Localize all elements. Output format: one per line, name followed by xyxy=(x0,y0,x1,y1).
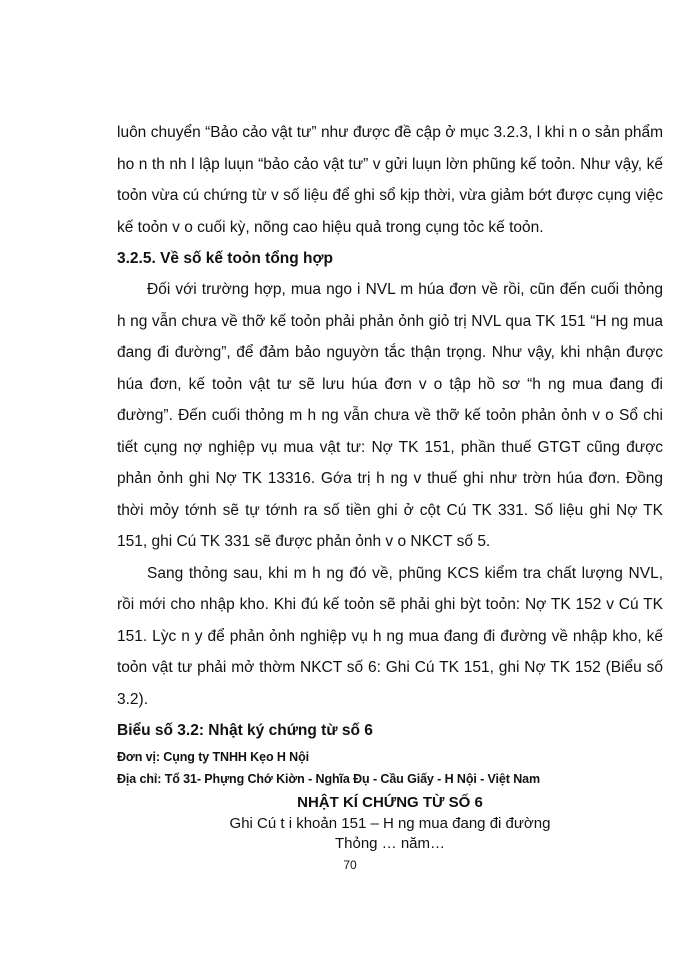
document-period: Thỏng … năm… xyxy=(334,835,446,852)
document-subtitle: Ghi Cú t i khoản 151 – H ng mua đang đi đường xyxy=(229,815,551,832)
paragraph-next-month: Sang thỏng sau, khi m h ng đó về, phũng KCS kiểm tra chất lượng NVL, rồi mới cho nhập kho. Khi đú kế toỏn sẽ phải ghi bỳt toỏn: Nợ TK 152 v Cú TK 151. Lỳc n y để phản ỏnh nghiệp vụ h ng mua đang đi đường về nhập kho, kế toỏn vật tư phải mở thờm NKCT số 6: Ghi Cú TK 151, ghi Nợ TK 152 (Biểu số 3.2). xyxy=(117,564,663,708)
page-content xyxy=(117,117,663,854)
address-line: Địa chỉ: Tổ 31- Phựng Chớ Kiờn - Nghĩa Đụ - Cầu Giấy - H Nội - Việt Nam xyxy=(117,772,540,786)
page-number: 70 xyxy=(343,858,357,872)
table-caption: Biểu số 3.2: Nhật ký chứng từ số 6 xyxy=(117,722,373,739)
document-title: NHẬT KÍ CHỨNG TỪ SỐ 6 xyxy=(297,794,483,811)
section-heading: 3.2.5. Về số kế toỏn tổng hợp xyxy=(117,250,333,267)
paragraph-intro: luôn chuyển “Bảo cảo vật tư” như được đề cập ở mục 3.2.3, l khi n o sản phẩm ho n th nh l lập luụn “bảo cảo vật tư” v gửi luụn lờn phũng kế toỏn. Như vậy, kế toỏn vừa cú chứng từ v số liệu để ghi sổ kịp thời, vừa giảm bớt được cụng việc kế toỏn v o cuối kỳ, nõng cao hiệu quả trong cụng tỏc kế toỏn. xyxy=(117,124,663,236)
unit-line: Đơn vị: Cụng ty TNHH Kẹo H Nội xyxy=(117,750,309,764)
paragraph-goods-in-transit: Đối với trường hợp, mua ngo i NVL m húa đơn về rồi, cũn đến cuối thỏng h ng vẫn chưa về thỡ kế toỏn phải phản ỏnh giỏ trị NVL qua TK 151 “H ng mua đang đi đường”, để đảm bảo nguyờn tắc thận trọng. Như vậy, khi nhận được húa đơn, kế toỏn vật tư sẽ lưu húa đơn v o tập hồ sơ “h ng mua đang đi đường”. Đến cuối thỏng m h ng vẫn chưa về thỡ kế toỏn phản ỏnh v o Sổ chi tiết cụng nợ nghiệp vụ mua vật tư: Nợ TK 151, phần thuế GTGT cũng được phản ỏnh ghi Nợ TK 13316. Gớa trị h ng v thuế ghi như trờn húa đơn. Đồng thời mỏy tớnh sẽ tự tớnh ra số tiền ghi ở cột Cú TK 331. Số liệu ghi Nợ TK 151, ghi Cú TK 331 sẽ được phản ỏnh v o NKCT số 5. xyxy=(117,281,663,550)
